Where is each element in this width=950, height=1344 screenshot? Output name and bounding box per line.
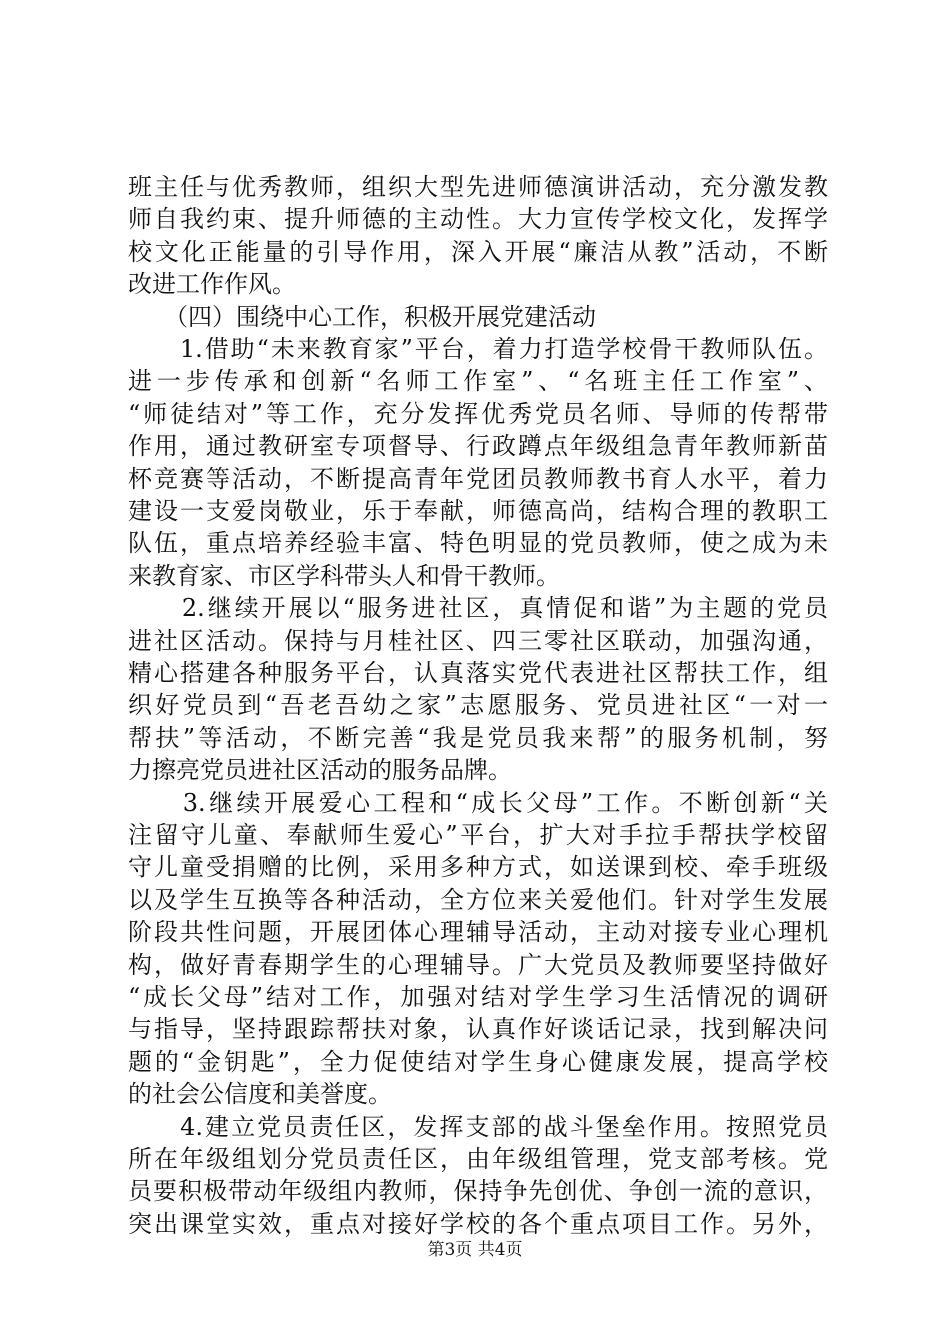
text-line: “师徒结对”等工作，充分发挥优秀党员名师、导师的传帮带 — [128, 400, 828, 428]
text-line: 以及学生互换等各种活动，全方位来关爱他们。针对学生发展 — [128, 886, 828, 914]
text-line: 杯竞赛等活动，不断提高青年党团员教师教书育人水平，着力 — [128, 465, 828, 493]
text-line: 师自我约束、提升师德的主动性。大力宣传学校文化，发挥学 — [128, 205, 828, 233]
text-line: 阶段共性问题，开展团体心理辅导活动，主动对接专业心理机 — [128, 918, 828, 946]
text-line: 队伍，重点培养经验丰富、特色明显的党员教师，使之成为未 — [128, 529, 828, 557]
text-line: 员要积极带动年级组内教师，保持争先创优、争创一流的意识， — [128, 1177, 828, 1205]
text-line: 班主任与优秀教师，组织大型先进师德演讲活动，充分激发教 — [128, 173, 828, 201]
text-line: 注留守儿童、奉献师生爱心”平台，扩大对手拉手帮扶学校留 — [128, 821, 828, 849]
text-line: 建设一支爱岗敬业，乐于奉献，师德高尚，结构合理的教职工 — [128, 497, 828, 525]
text-line: 织好党员到“吾老吾幼之家”志愿服务、党员进社区“一对一 — [128, 691, 828, 719]
text-line: 与指导，坚持跟踪帮扶对象，认真作好谈话记录，找到解决问 — [128, 1015, 828, 1043]
text-line: 进社区活动。保持与月桂社区、四三零社区联动，加强沟通， — [128, 627, 828, 655]
text-line: 突出课堂实效，重点对接好学校的各个重点项目工作。另外， — [128, 1210, 828, 1238]
text-line: 2.继续开展以“服务进社区，真情促和谐”为主题的党员 — [128, 594, 828, 622]
text-line: 题的“金钥匙”，全力促使结对学生身心健康发展，提高学校 — [128, 1048, 828, 1076]
text-line: 进一步传承和创新“名师工作室”、“名班主任工作室”、 — [128, 367, 828, 395]
text-line: 改进工作作风。 — [128, 270, 296, 298]
text-line: 构，做好青春期学生的心理辅导。广大党员及教师要坚持做好 — [128, 951, 828, 979]
text-line: 力擦亮党员进社区活动的服务品牌。 — [128, 756, 512, 784]
text-line: 的社会公信度和美誉度。 — [128, 1080, 392, 1108]
text-line: “成长父母”结对工作，加强对结对学生学习生活情况的调研 — [128, 983, 828, 1011]
text-line: 作用，通过教研室专项督导、行政蹲点年级组急青年教师新苗 — [128, 432, 828, 460]
page-footer: 第3页 共4页 — [427, 1240, 523, 1260]
text-line: 校文化正能量的引导作用，深入开展“廉洁从教”活动，不断 — [128, 238, 828, 266]
text-line: 精心搭建各种服务平台，认真落实党代表进社区帮扶工作，组 — [128, 659, 828, 687]
text-line: 守儿童受捐赠的比例，采用多种方式，如送课到校、牵手班级 — [128, 853, 828, 881]
text-line: 帮扶”等活动，不断完善“我是党员我来帮”的服务机制，努 — [128, 724, 828, 752]
text-line: 所在年级组划分党员责任区，由年级组管理，党支部考核。党 — [128, 1145, 828, 1173]
text-line: 4.建立党员责任区，发挥支部的战斗堡垒作用。按照党员 — [128, 1113, 828, 1141]
text-line: 3.继续开展爱心工程和“成长父母”工作。不断创新“关 — [128, 789, 828, 817]
text-line: 来教育家、市区学科带头人和骨干教师。 — [128, 562, 560, 590]
text-line: 1.借助“未来教育家”平台，着力打造学校骨干教师队伍。 — [128, 335, 828, 363]
text-line: （四）围绕中心工作，积极开展党建活动 — [128, 303, 596, 331]
